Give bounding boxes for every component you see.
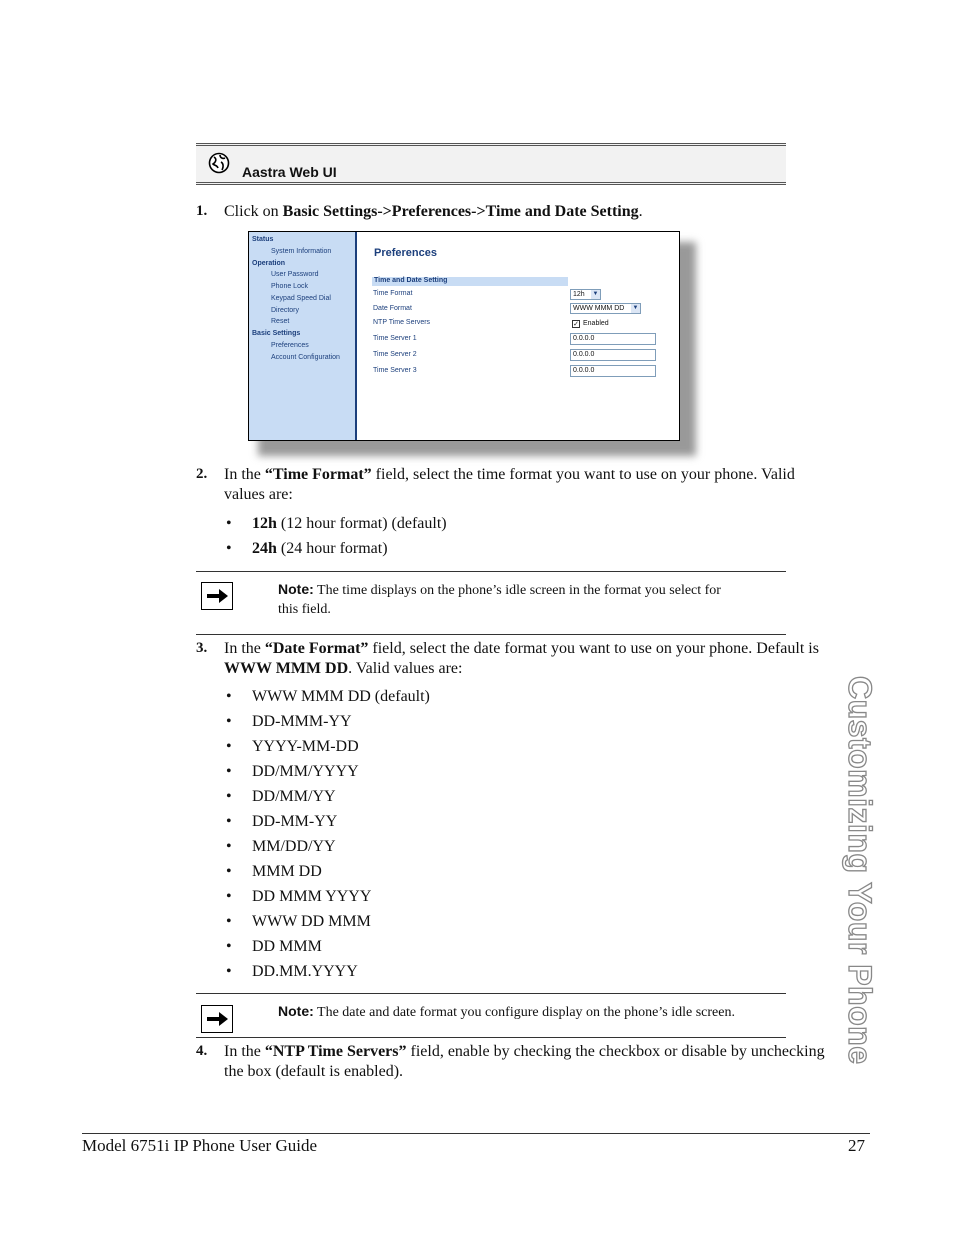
note-2-arrow-box bbox=[201, 1005, 233, 1033]
step-3-text: In the “Date Format” field, select the date format you want to use on your phone. Default is WWW MMM DD. Valid values are: bbox=[224, 640, 819, 677]
footer-rule bbox=[82, 1133, 870, 1134]
step-1-text: Click on Basic Settings->Preferences->Time and Date Setting. bbox=[224, 203, 643, 220]
time-server-1-input[interactable]: 0.0.0.0 bbox=[570, 333, 656, 345]
sidebar-item-reset[interactable]: Reset bbox=[271, 318, 290, 325]
globe-icon bbox=[208, 152, 230, 174]
time-server-2-input[interactable]: 0.0.0.0 bbox=[570, 349, 656, 361]
step-1-number: 1. bbox=[196, 203, 208, 219]
ntp-enabled-label: Enabled bbox=[583, 320, 609, 327]
time-server-1-label: Time Server 1 bbox=[373, 335, 417, 342]
note-1-arrow-box bbox=[201, 582, 233, 610]
page-number: 27 bbox=[848, 1136, 865, 1155]
step-2-number: 2. bbox=[196, 466, 208, 482]
note-2-top-rule bbox=[196, 993, 786, 994]
note-2: Note: The date and date format you configure display on the phone’s idle screen. bbox=[278, 1003, 735, 1020]
time-server-2-label: Time Server 2 bbox=[373, 351, 417, 358]
time-server-3-input[interactable]: 0.0.0.0 bbox=[570, 365, 656, 377]
sidebar-item-keypad-speed-dial[interactable]: Keypad Speed Dial bbox=[271, 295, 331, 302]
ntp-enabled-checkbox[interactable]: ✓ bbox=[573, 321, 579, 328]
ntp-servers-label: NTP Time Servers bbox=[373, 319, 431, 326]
note-1: Note: The time displays on the phone’s idle screen in the format you select for this field. bbox=[278, 581, 721, 617]
screenshot-sidebar bbox=[249, 232, 357, 440]
note-1-bottom-rule bbox=[196, 634, 786, 635]
sidebar-section-basic-settings[interactable]: Basic Settings bbox=[252, 330, 301, 337]
sidebar-item-phone-lock[interactable]: Phone Lock bbox=[271, 283, 308, 290]
arrow-right-icon bbox=[202, 1006, 232, 1032]
chevron-down-icon: ▼ bbox=[632, 305, 639, 311]
web-ui-screenshot bbox=[248, 231, 680, 441]
step-4-text: In the “NTP Time Servers” field, enable by checking the checkbox or disable by unchecking the box (default is enabled). bbox=[224, 1043, 825, 1080]
webui-header-bar bbox=[196, 143, 786, 185]
sidebar-section-status[interactable]: Status bbox=[252, 236, 274, 243]
screenshot-section-title: Time and Date Setting bbox=[374, 277, 448, 284]
sidebar-item-user-password[interactable]: User Password bbox=[271, 271, 319, 278]
chapter-side-title: Customizing Your Phone bbox=[842, 676, 878, 1065]
time-format-select[interactable]: 12h ▼ bbox=[570, 289, 601, 300]
sidebar-item-preferences[interactable]: Preferences bbox=[271, 342, 309, 349]
sidebar-item-directory[interactable]: Directory bbox=[271, 307, 300, 314]
webui-header-label: Aastra Web UI bbox=[242, 164, 337, 180]
sidebar-section-operation[interactable]: Operation bbox=[252, 260, 286, 267]
sidebar-item-system-information[interactable]: System Information bbox=[271, 248, 332, 255]
time-server-3-label: Time Server 3 bbox=[373, 367, 417, 374]
screenshot-section-band bbox=[372, 277, 568, 286]
arrow-right-icon bbox=[202, 583, 232, 609]
screenshot-main-panel bbox=[357, 232, 679, 440]
chevron-down-icon: ▼ bbox=[592, 291, 599, 297]
step-2-text: In the “Time Format” field, select the time format you want to use on your phone. Valid values are: bbox=[224, 466, 795, 503]
note-2-bottom-rule bbox=[196, 1037, 786, 1038]
sidebar-item-account-configuration[interactable]: Account Configuration bbox=[271, 354, 340, 361]
note-1-top-rule bbox=[196, 571, 786, 572]
step-3-number: 3. bbox=[196, 640, 208, 656]
date-format-select[interactable]: WWW MMM DD ▼ bbox=[570, 303, 641, 314]
screenshot-page-title: Preferences bbox=[374, 247, 437, 259]
footer-guide-title: Model 6751i IP Phone User Guide bbox=[82, 1136, 317, 1155]
step-4-number: 4. bbox=[196, 1043, 208, 1059]
date-format-label: Date Format bbox=[373, 305, 412, 312]
time-format-label: Time Format bbox=[373, 290, 413, 297]
